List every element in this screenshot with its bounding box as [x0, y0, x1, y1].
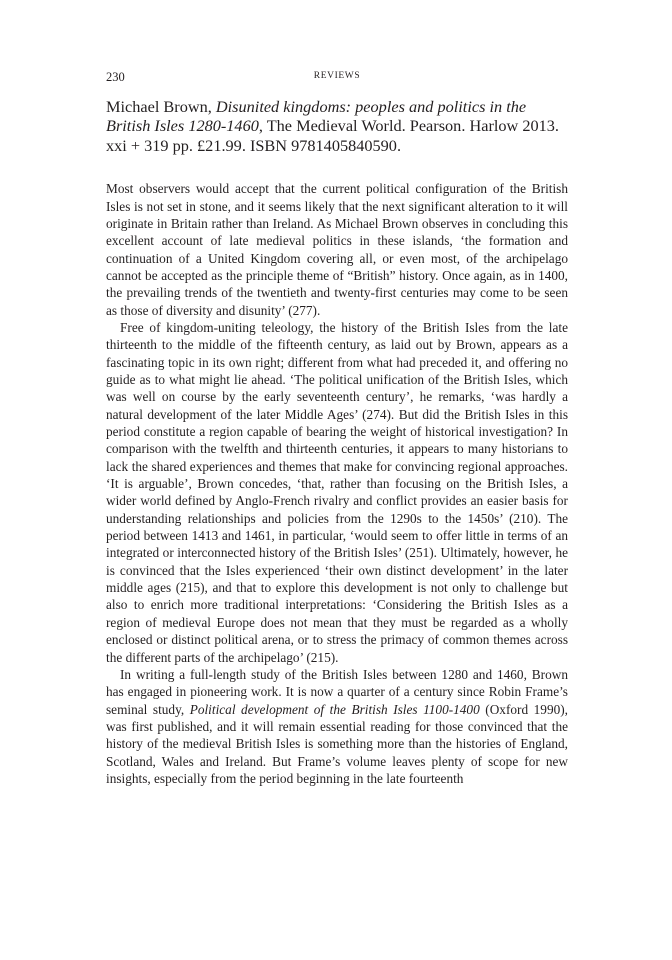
running-head — [106, 70, 568, 88]
publication-details: , The Medieval World. Pearson. Harlow 2013. xxi + 319 pp. £21.99. ISBN 9781405840590. — [106, 116, 559, 155]
body-paragraph-1: Most observers would accept that the current political configuration of the British Isles is not set in stone, and it seems likely that the next significant alteration to it will originate in Britain rather than Ireland. As Michael Brown observes in concluding this excellent account of late medieval politics in these islands, ‘the formation and continuation of a United Kingdom covering all, or even most, of the archipelago cannot be accepted as the principle theme of “British” history. Once again, as in 1400, the prevailing trends of the twentieth and twenty-first centuries may come to be seen as those of diversity and disunity’ (277). — [106, 181, 568, 318]
body-paragraph-2: Free of kingdom-uniting teleology, the history of the British Isles from the late thirteenth to the middle of the fifteenth century, as laid out by Brown, appears as a fascinating topic in its own right; different from what had preceded it, and offering no guide as to what might lie ahead. ‘The political unification of the British Isles, which was well on course by the early seventeenth century’, he remarks, ‘was hardly a natural development of the later Middle Ages’ (274). But did the British Isles in this period constitute a region capable of bearing the weight of historical investigation? In comparison with the twelfth and thirteenth centuries, it appears to many historians to lack the shared experiences and themes that make for convincing regional approaches. ‘It is arguable’, Brown concedes, ‘that, rather than focusing on the British Isles, a wider world defined by Anglo-French rivalry and conflict provides an easier basis for understanding relationships and policies from the 1290s to the 1450s’ (210). The period between 1413 and 1461, in particular, ‘would seem to offer little in terms of an integrated or interconnected history of the British Isles’ (251). Ultimately, however, he is convinced that the Isles experienced ‘their own distinct development’ in the later middle ages (215), and that to explore this development is not only to challenge but also to enrich more traditional interpretations: ‘Considering the British Isles as a region of medieval Europe does not mean that they must be regarded as a wholly enclosed or distinct political arena, or to stress the primacy of common themes across the different parts of the archipelago’ (215). — [106, 319, 568, 665]
reviewed-book-title: Disunited kingdoms: peoples and politics in the British Isles 1280-1460 — [106, 97, 527, 136]
paragraph-3-text-end: (Oxford 1990), was first published, and it will remain essential reading for those convinced that the history of the medieval British Isles is something more than the histories of England, Scotland, Wales and Ireland. But Frame’s volume leaves plenty of scope for new insights, especially from the period beginning in the late fourteenth — [106, 701, 568, 786]
review-citation — [106, 97, 568, 155]
review-author: Michael Brown, — [106, 97, 212, 116]
cited-book-title: Political development of the British Isles 1100-1400 — [189, 701, 480, 717]
paragraph-3-text-start: In writing a full-length study of the British Isles between 1280 and 1460, Brown has engaged in pioneering work. It is now a quarter of a century since Robin Frame’s seminal study, — [106, 666, 568, 717]
section-title: REVIEWS — [313, 71, 361, 81]
body-paragraph-3 — [106, 666, 568, 787]
page-number: 230 — [106, 70, 125, 84]
book-page — [106, 70, 568, 787]
review-body — [106, 180, 568, 787]
